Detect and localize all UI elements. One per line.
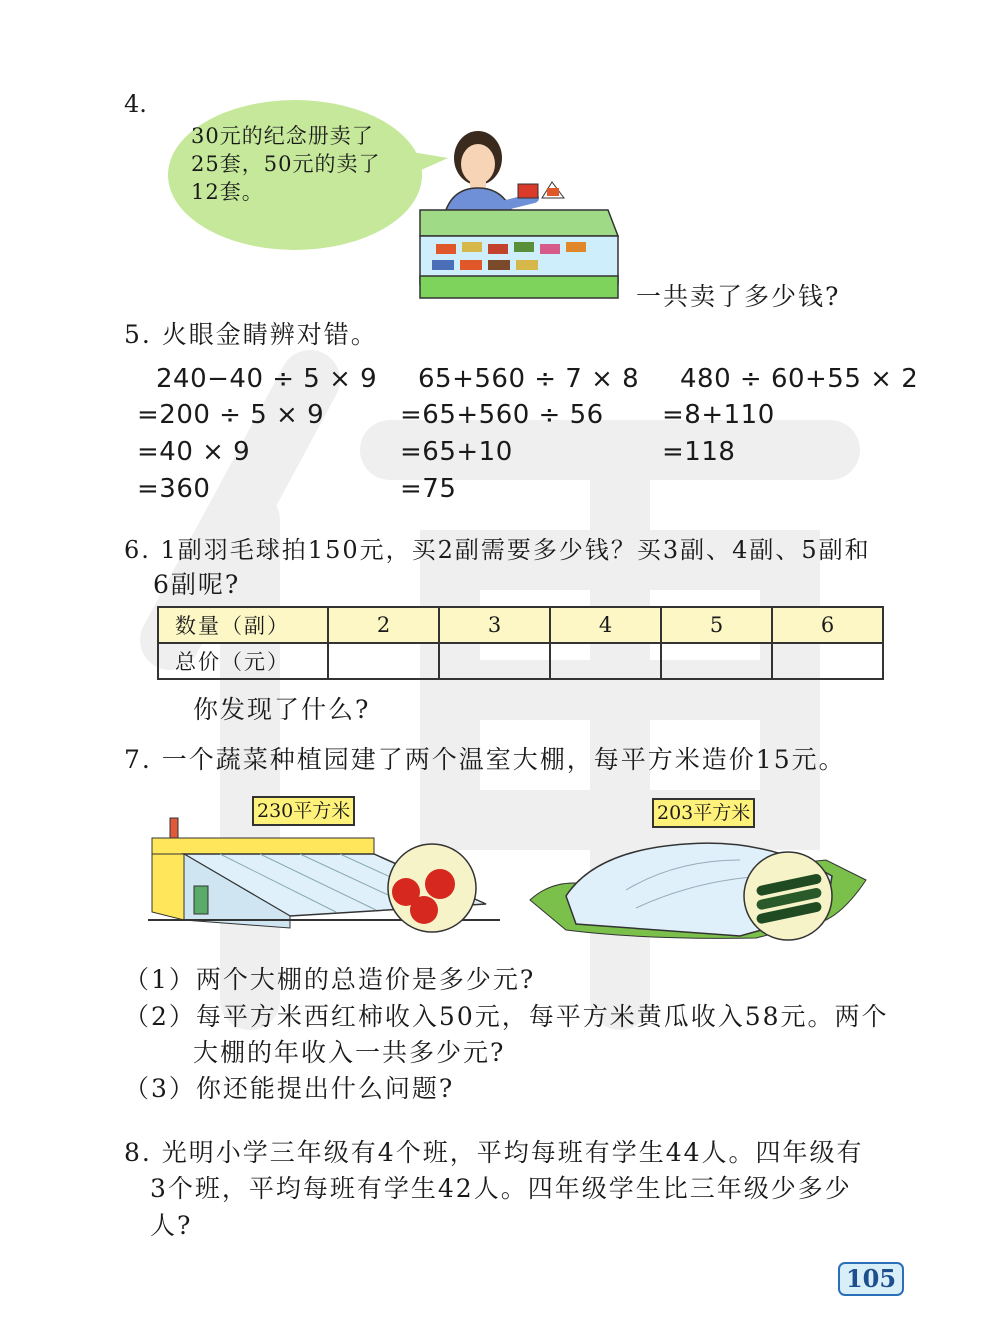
quantity-cell: 3	[439, 607, 550, 643]
q5-title: 5. 火眼金睛辨对错。	[124, 320, 378, 349]
q6-line-1: 6. 1副羽毛球拍150元，买2副需要多少钱？买3副、4副、5副和	[124, 536, 871, 564]
q7-sub-2-line-2: 大棚的年收入一共多少元?	[193, 1038, 506, 1067]
calc3-line-3: =118	[662, 437, 736, 467]
q6-followup: 你发现了什么?	[193, 695, 371, 724]
quantity-label: 数量（副）	[158, 607, 328, 643]
quantity-cell: 6	[772, 607, 883, 643]
price-table	[157, 606, 884, 680]
total-price-row	[158, 643, 883, 679]
calc2-line-3: =65+10	[400, 437, 513, 467]
calc2-line-2: =65+560 ÷ 56	[400, 400, 604, 430]
q4-question: 一共卖了多少钱?	[636, 282, 841, 311]
q7-sub-3: （3）你还能提出什么问题?	[124, 1074, 455, 1103]
quantity-cell: 4	[550, 607, 661, 643]
total-price-cell	[439, 643, 550, 679]
calc3-line-1: 480 ÷ 60+55 × 2	[680, 364, 919, 394]
q8-line-1: 8. 光明小学三年级有4个班，平均每班有学生44人。四年级有	[124, 1138, 864, 1167]
calc3-line-2: =8+110	[662, 400, 775, 430]
calc2-line-1: 65+560 ÷ 7 × 8	[418, 364, 640, 394]
calc1-line-4: =360	[137, 474, 211, 504]
calc1-line-2: =200 ÷ 5 × 9	[137, 400, 325, 430]
quantity-row	[158, 607, 883, 643]
greenhouse-1-area: 230平方米	[252, 796, 355, 826]
calc1-line-1: 240−40 ÷ 5 × 9	[156, 364, 378, 394]
total-price-cell	[550, 643, 661, 679]
q8-line-3: 人?	[150, 1211, 193, 1240]
greenhouse-1-illustration	[140, 816, 512, 936]
calc2-line-4: =75	[400, 474, 457, 504]
speech-line-3: 12套。	[191, 180, 264, 204]
q4-number: 4.	[124, 90, 147, 118]
quantity-cell: 2	[328, 607, 439, 643]
page-number: 105	[838, 1262, 904, 1296]
total-price-cell	[661, 643, 772, 679]
shop-clerk-illustration	[412, 128, 622, 300]
calc1-line-3: =40 × 9	[137, 437, 251, 467]
quantity-cell: 5	[661, 607, 772, 643]
speech-line-1: 30元的纪念册卖了	[191, 124, 374, 148]
total-price-cell	[772, 643, 883, 679]
speech-bubble-text	[191, 122, 406, 206]
q6-line-2: 6副呢?	[153, 570, 241, 599]
total-price-label: 总价（元）	[158, 643, 328, 679]
q7-sub-2-line-1: （2）每平方米西红柿收入50元，每平方米黄瓜收入58元。两个	[124, 1002, 889, 1031]
q8-line-2: 3个班，平均每班有学生42人。四年级学生比三年级少多少	[150, 1174, 852, 1203]
q7-title: 7. 一个蔬菜种植园建了两个温室大棚，每平方米造价15元。	[124, 745, 846, 774]
q7-sub-1: （1）两个大棚的总造价是多少元?	[124, 965, 536, 994]
greenhouse-2-illustration	[526, 820, 872, 944]
greenhouse-2-area: 203平方米	[652, 798, 755, 828]
speech-line-2: 25套，50元的卖了	[191, 152, 381, 176]
total-price-cell	[328, 643, 439, 679]
